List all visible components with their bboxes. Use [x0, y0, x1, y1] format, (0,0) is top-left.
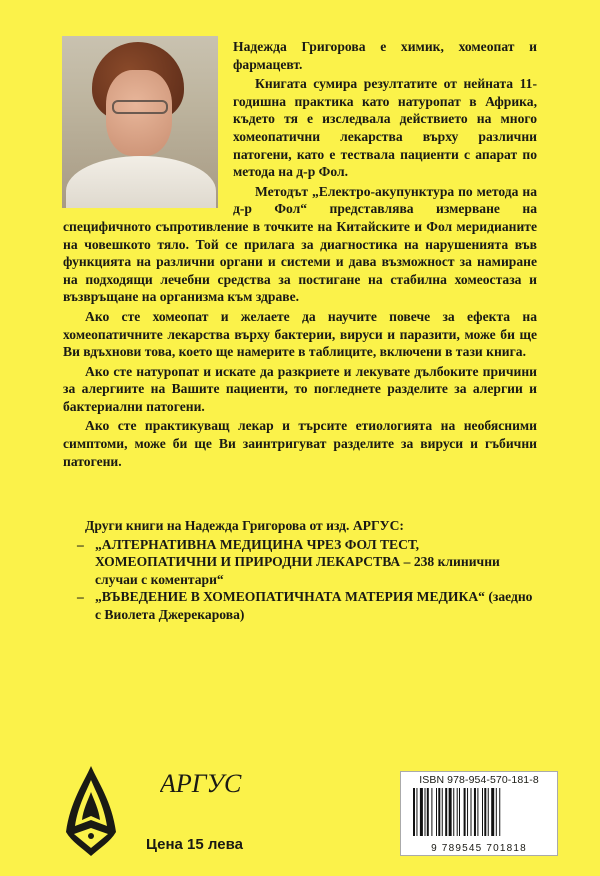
- back-cover-text: [63, 38, 537, 472]
- publisher-logo-icon: [60, 762, 122, 860]
- paragraph-homeopath: Ако сте хомеопат и желаете да научите повече за ефекта на хомеопатичните лекарства върху бактерии, вируси и паразити, може би ще Ви вдъхнови това, което ще намерите в таблиците, включени в тази книга.: [63, 308, 537, 360]
- isbn-text: ISBN 978-954-570-181-8: [419, 774, 539, 786]
- paragraph-method: Методът „Електро-акупунктура по метода на д-р Фол“ представлява измерване на специфичното съпротивление в точките на Китайските и Фол меридианите на човешкото тяло. Той се прилага за диагностика на нарушенията във функцията на различни органи и системи и дава възможност за намиране на подходящи лечебни средства за постигане на стабилна хомеостаза и възвръщане на организма към здраве.: [63, 183, 537, 305]
- svg-text:АРГУС: АРГУС: [160, 769, 242, 798]
- paragraph-author: Надежда Григорова е химик, хомеопат и фармацевт.: [233, 39, 537, 72]
- publisher-wordmark: [160, 768, 260, 798]
- barcode-bars: [413, 788, 551, 840]
- barcode: [400, 771, 558, 856]
- other-book-item: – „АЛТЕРНАТИВНА МЕДИЦИНА ЧРЕЗ ФОЛ ТЕСТ, ХОМЕОПАТИЧНИ И ПРИРОДНИ ЛЕКАРСТВА – 238 клинични случаи с коментари“: [77, 536, 500, 587]
- paragraph-doctor: Ако сте практикуващ лекар и търсите етиологията на необясними симптоми, може би ще Ви заинтригуват разделите за вируси и гъбични патогени.: [63, 418, 537, 469]
- other-books: [63, 517, 540, 624]
- paragraph-book-summary: Книгата сумира резултатите от нейната 11-годишна практика като натуропат в Африка, където тя е изследвала действието на много хомеопатични лекарства върху различни патогени, като е тествала пациенти с апарат по метода на д-р Фол.: [233, 76, 537, 180]
- barcode-digits: 9 789545 701818: [431, 843, 527, 854]
- paragraph-naturopath: Ако сте натуропат и искате да разкриете и лекувате дълбоките причини за алергиите на Вашите пациенти, то погледнете разделите за алергии и бактериални патогени.: [63, 363, 537, 414]
- other-book-item: – „ВЪВЕДЕНИЕ В ХОМЕОПАТИЧНАТА МАТЕРИЯ МЕДИКА“ (заедно с Виолета Джерекарова): [77, 589, 533, 622]
- price-label: Цена 15 лева: [146, 836, 243, 853]
- other-books-heading: Други книги на Надежда Григорова от изд. АРГУС:: [85, 518, 404, 533]
